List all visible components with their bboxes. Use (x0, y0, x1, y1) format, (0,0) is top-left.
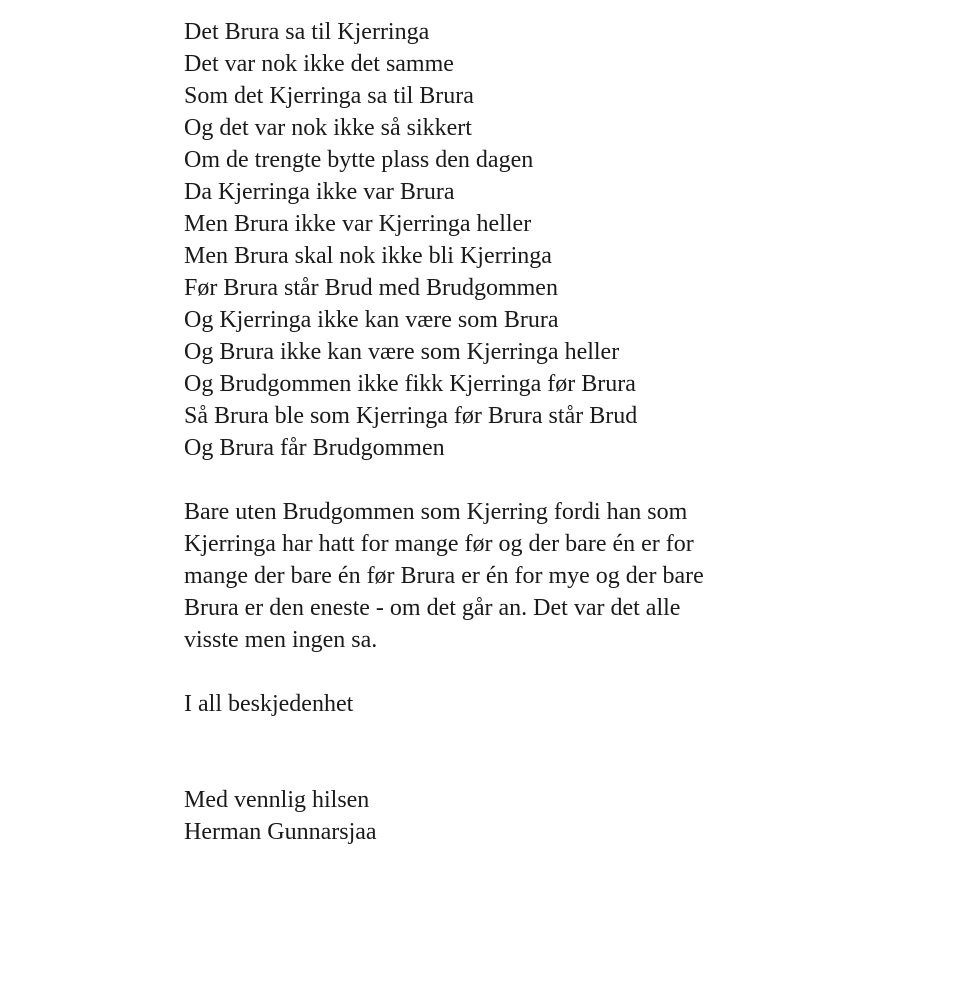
paragraph-line: mange der bare én før Brura er én for mye og der bare (184, 563, 704, 589)
sign-off: Med vennlig hilsen (184, 787, 370, 813)
poem-stanza (184, 16, 704, 464)
closing-remark: I all beskjedenhet (184, 691, 354, 717)
poem-line: Om de trengte bytte plass den dagen (184, 147, 534, 173)
poem-line: Og Brura ikke kan være som Kjerringa heller (184, 339, 620, 365)
poem-line: Det var nok ikke det samme (184, 51, 454, 77)
poem-line: Det Brura sa til Kjerringa (184, 19, 430, 45)
paragraph-line: Bare uten Brudgommen som Kjerring fordi han som (184, 499, 688, 525)
poem-line: Men Brura skal nok ikke bli Kjerringa (184, 243, 552, 269)
paragraph-line: Kjerringa har hatt for mange før og der bare én er for (184, 531, 694, 557)
paragraph-line: visste men ingen sa. (184, 627, 378, 653)
author-name: Herman Gunnarsjaa (184, 819, 377, 845)
poem-line: Og Brura får Brudgommen (184, 435, 445, 461)
poem-line: Og Brudgommen ikke fikk Kjerringa før Brura (184, 371, 636, 397)
poem-line: Så Brura ble som Kjerringa før Brura står Brud (184, 403, 638, 429)
poem-line: Da Kjerringa ikke var Brura (184, 179, 455, 205)
poem-line: Før Brura står Brud med Brudgommen (184, 275, 558, 301)
paragraph-line: Brura er den eneste - om det går an. Det var det alle (184, 595, 681, 621)
poem-line: Og Kjerringa ikke kan være som Brura (184, 307, 559, 333)
poem-line: Som det Kjerringa sa til Brura (184, 83, 474, 109)
poem-line: Og det var nok ikke så sikkert (184, 115, 472, 141)
document-body (184, 16, 704, 848)
prose-paragraph (184, 496, 704, 656)
poem-line: Men Brura ikke var Kjerringa heller (184, 211, 532, 237)
